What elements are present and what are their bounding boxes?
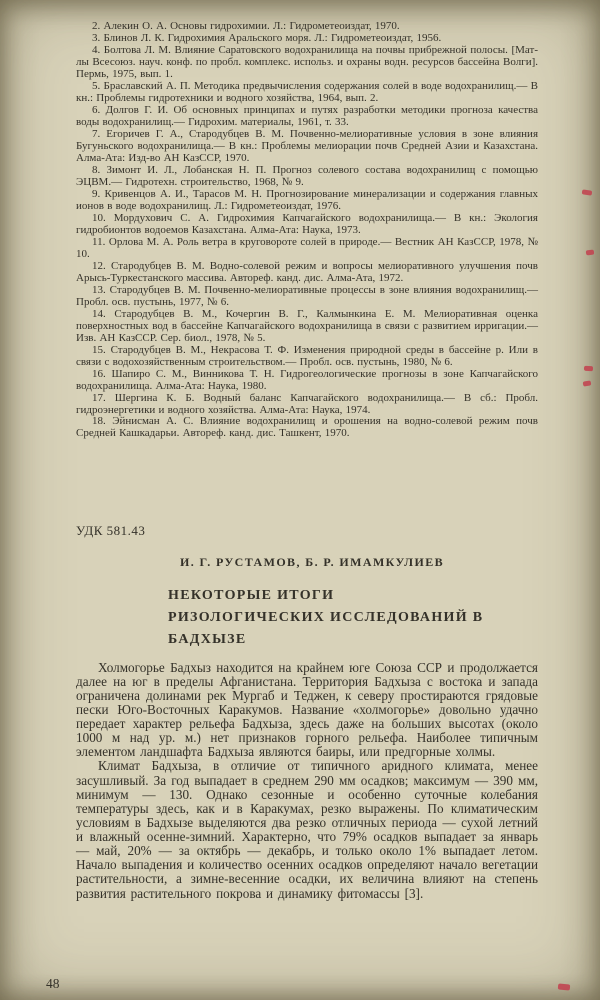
article-title	[168, 585, 538, 650]
scan-artifact-mark	[584, 366, 593, 372]
references-list	[76, 20, 538, 439]
scan-artifact-mark	[558, 983, 571, 990]
reference-item: 15. Стародубцев В. М., Некрасова Т. Ф. Изменения природной среды в бассейне р. Или в связи с водохозяйственным строительством.— Пробл. осв. пустынь, 1980, № 6.	[76, 343, 538, 368]
body-paragraph: Климат Бадхыза, в отличие от типичного аридного климата, менее засушливый. За год выпадает в среднем 290 мм осадков; максимум — 390 мм, минимум — 130. Однако сезонные и особенно суточные колебания температуры здесь, как и в Каракумах, резко выражены. По климатическим условиям в Бадхызе выделяются два резко отличных периода — сухой летний и влажный осенне-зимний. Характерно, что 79% осадков выпадает за январь — май, 20% — за октябрь — декабрь, и только около 1% выпадает летом. Начало выпадения и количество осенних осадков определяют начало вегетации растительности, а зимне-весенние осадки, их величина влияют на степень развития растительного покрова и динамику фитомассы [3].	[76, 758, 538, 901]
article-title-line2: РИЗОЛОГИЧЕСКИХ ИССЛЕДОВАНИЙ В БАДХЫЗЕ	[168, 610, 484, 647]
reference-item: 4. Болтова Л. М. Влияние Саратовского водохранилища на почвы прибрежной полосы. [Мат-лы Всесоюз. науч. конф. по пробл. комплекс. использ. и охраны водн. ресурсов бассейна Волги]. Пермь, 1975, вып. 1.	[76, 43, 538, 80]
body-paragraph: Холмогорье Бадхыз находится на крайнем юге Союза ССР и продолжается далее на юг в пределы Афганистана. Территория Бадхыза с востока и запада ограничена долинами рек Мургаб и Теджен, к северу простираются грядовые пески Юго-Восточных Каракумов. Название «холмогорье» довольно удачно передает характер рельефа Бадхыза, здесь даже на больших высотах (около 1000 м над ур. м.) нет признаков горного рельефа. Наиболее типичным элементом ландшафта Бадхыза являются баиры, или предгорные холмы.	[76, 659, 538, 760]
reference-item: 14. Стародубцев В. М., Кочергин В. Г., Калмынкина Е. М. Мелиоративная оценка поверхностных вод в бассейне Капчагайского водохранилища в связи с развитием ирригации.— Изв. АН КазССР. Сер. биол., 1978, № 5.	[76, 307, 538, 344]
reference-item: 8. Зимонт И. Л., Лобанская Н. П. Прогноз солевого состава водохранилищ с помощью ЭЦВМ.— Гидротехн. строительство, 1968, № 9.	[76, 163, 538, 188]
scan-artifact-mark	[586, 250, 594, 256]
reference-item: 17. Шергина К. Б. Водный баланс Капчагайского водохранилища.— В сб.: Пробл. гидроэнергетики и водного хозяйства. Алма-Ата: Наука, 1974.	[76, 391, 538, 416]
article-authors: И. Г. РУСТАМОВ, Б. Р. ИМАМКУЛИЕВ	[180, 555, 445, 570]
reference-item: 11. Орлова М. А. Роль ветра в круговороте солей в природе.— Вестник АН КазССР, 1978, № 10.	[76, 235, 538, 260]
reference-item: 18. Эйнисман А. С. Влияние водохранилищ и орошения на водно-солевой режим почв Средней Кашкадарьи. Автореф. канд. дис. Ташкент, 1970.	[76, 415, 538, 440]
reference-item: 12. Стародубцев В. М. Водно-солевой режим и вопросы мелиоративного улучшения почв Арысь-Туркестанского массива. Автореф. канд. дис. Алма-Ата, 1972.	[76, 259, 538, 284]
reference-item: 13. Стародубцев В. М. Почвенно-мелиоративные процессы в зоне влияния водохранилищ.— Пробл. осв. пустынь, 1977, № 6.	[76, 283, 538, 308]
reference-item: 10. Мордухович С. А. Гидрохимия Капчагайского водохранилища.— В кн.: Экология гидробионтов водоемов Казахстана. Алма-Ата: Наука, 1973.	[76, 211, 538, 236]
page-number: 48	[46, 976, 60, 991]
reference-item: 5. Браславский А. П. Методика предвычисления содержания солей в воде водохранилищ.— В кн.: Проблемы гидротехники и водного хозяйства, 1964, вып. 2.	[76, 79, 538, 104]
reference-item: 3. Блинов Л. К. Гидрохимия Аральского моря. Л.: Гидрометеоиздат, 1956.	[92, 31, 442, 44]
udc-label: УДК 581.43	[76, 523, 146, 539]
article-title-line1: НЕКОТОРЫЕ ИТОГИ	[168, 588, 335, 604]
reference-item: 6. Долгов Г. И. Об основных принципах и путях разработки методики прогноза качества воды водохранилищ.— Гидрохим. материалы, 1961, т. 33.	[76, 103, 538, 128]
article-body	[76, 661, 538, 901]
reference-item: 16. Шапиро С. М., Винникова Т. Н. Гидрогеологические прогнозы в зоне Капчагайского водохранилища. Алма-Ата: Наука, 1980.	[76, 367, 538, 392]
reference-item: 9. Кривенцов А. И., Тарасов М. Н. Прогнозирование минерализации и содержания главных ионов в воде водохранилищ. Л.: Гидрометеоиздат, 1976.	[76, 187, 538, 212]
reference-item: 2. Алекин О. А. Основы гидрохимии. Л.: Гидрометеоиздат, 1970.	[92, 20, 400, 32]
reference-item: 7. Егоричев Г. А., Стародубцев В. М. Почвенно-мелиоративные условия в зоне влияния Бугуньского водохранилища.— В кн.: Проблемы мелиорации почв Средней Азии и Казахстана. Алма-Ата: Изд-во АН КазССР, 1970.	[76, 127, 538, 164]
